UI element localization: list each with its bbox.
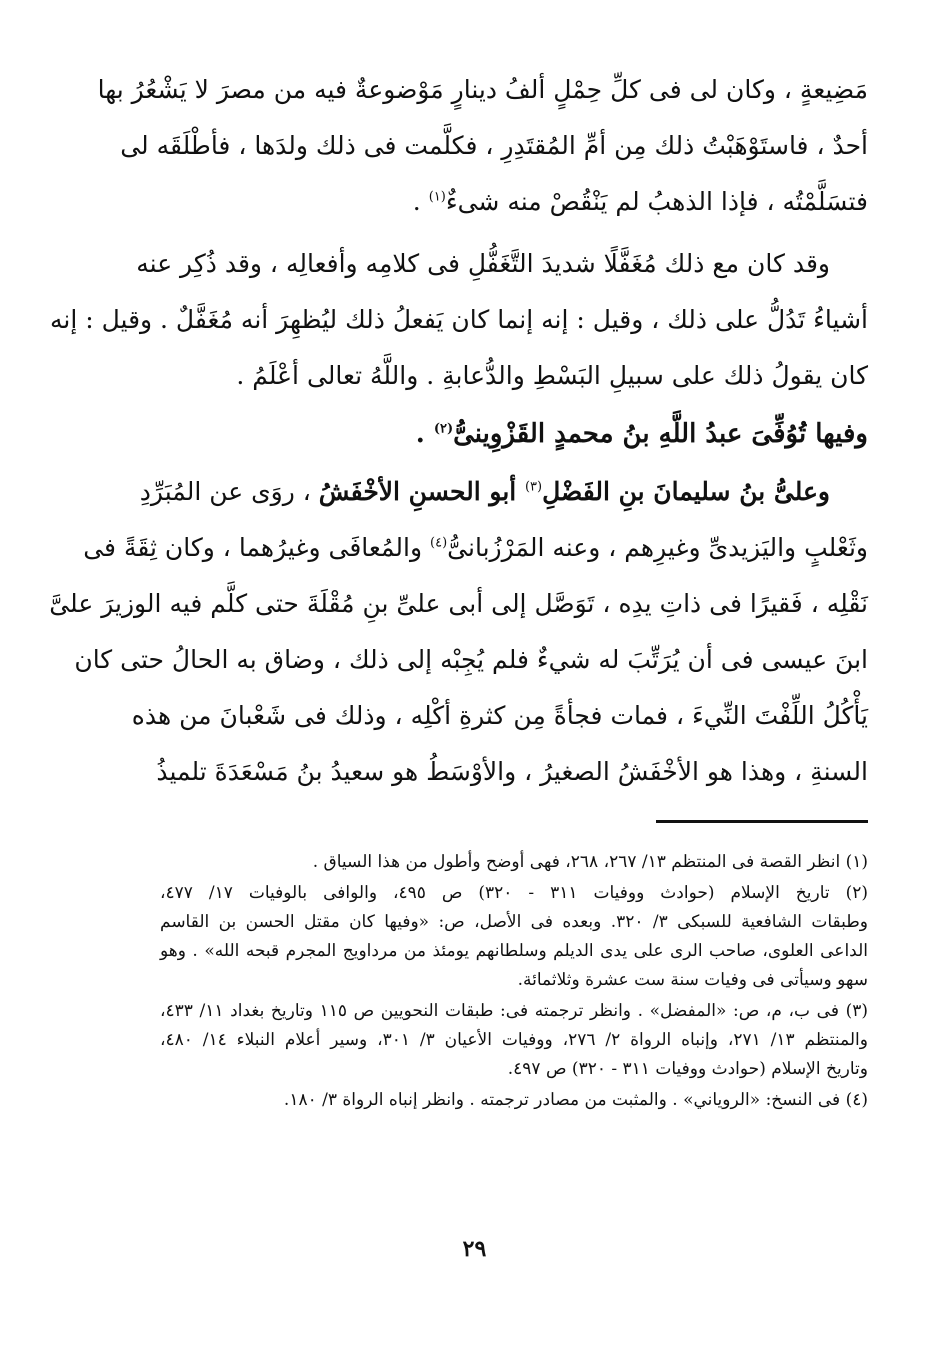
paragraph-3 xyxy=(49,464,868,800)
text-segment: . xyxy=(412,187,429,216)
text-line: أشياءُ تَدُلُّ على ذلك ، وقيل : إنه إنما كان يَفعلُ ذلك ليُظهِرَ أنه مُغَفَّلٌ . وقيل : إنه xyxy=(49,305,868,334)
text-segment: وثَعْلبٍ واليَزيدىِّ وغيرِهم ، وعنه المَرْزُبانىُّ xyxy=(447,533,868,562)
heading-text: وفيها تُوُفِّىَ عبدُ اللَّهِ بنُ محمدٍ القَزْوِينىُّ xyxy=(453,419,868,449)
text-line: يَأْكُلُ اللِّفْتَ النِّيءَ ، فمات فجأةً مِن كثرةِ أكْلِه ، وذلك فى شَعْبانَ من هذه xyxy=(131,701,868,730)
text-line: نَقْلِه ، فَقيرًا فى ذاتِ يدِه ، تَوَصَّل إلى أبى علىِّ بنِ مُقْلَةَ حتى كلَّم فيه الوزيرَ علىَّ xyxy=(49,589,868,618)
footnote-line: وطبقات الشافعية للسبكى ٣/ ٣٢٠. وبعده فى الأصل، ص: «وفيها كان مقتل الحسن بن القاسم xyxy=(160,912,868,932)
footnote-4 xyxy=(160,1086,868,1115)
text-line xyxy=(139,464,868,520)
footnote-divider xyxy=(656,820,868,823)
text-line: السنةِ ، وهذا هو الأخْفَشُ الصغيرُ ، والأوْسَطُ هو سعيدُ بنُ مَسْعَدَةَ تلميذُ xyxy=(156,757,868,786)
person-name: وعلىُّ بنُ سليمانَ بنِ الفَضْلِ xyxy=(542,477,830,506)
footnote-line: سهو وسيأتى فى وفيات سنة ست عشرة وثلاثمائة. xyxy=(517,970,868,990)
paragraph-2 xyxy=(49,236,868,404)
footnote-line: (٣) فى ب، م، ص: «المفضل» . وانظر ترجمته فى: طبقات النحويين ص ١١٥ وتاريخ بغداد ١١/ ٤٣٣، xyxy=(160,1001,868,1021)
footnote-1 xyxy=(160,848,868,877)
heading-end: . xyxy=(415,419,434,449)
footnotes xyxy=(160,848,868,1117)
text-line: مَضِيعةٍ ، وكان لى فى كلِّ حِمْلٍ ألفُ دينارٍ مَوْضوعةٌ فيه من مصرَ لا يَشْعُرُ بها xyxy=(97,75,868,104)
footnote-line: الداعى العلوى، صاحب الرى على يدى الديلم وسلطانهم يومئذ من مرداويج المجرم قبحه الله» . وهو xyxy=(160,941,868,961)
footnote-2 xyxy=(160,879,868,995)
text-line: كان يقولُ ذلك على سبيلِ البَسْطِ والدُّعابةِ . واللَّهُ تعالى أعْلَمُ . xyxy=(236,361,868,390)
footnote-line: (٢) تاريخ الإسلام (حوادث ووفيات ٣١١ - ٣٢٠) ص ٤٩٥، والوافى بالوفيات ١٧/ ٤٧٧، xyxy=(160,883,868,903)
kunya-name: أبو الحسنِ الأخْفَشُ xyxy=(318,477,525,506)
page-number: ٢٩ xyxy=(462,1236,487,1262)
text-line: وقد كان مع ذلك مُغَفَّلًا شديدَ التَّغَفُّلِ فى كلامِه وأفعالِه ، وقد ذُكِر عنه xyxy=(136,249,830,278)
text-segment: والمُعافَى وغيرُهما ، وكان ثِقَةً فى xyxy=(83,533,431,562)
footnote-ref-3[interactable]: (٣) xyxy=(524,479,543,495)
text-segment: ، روَى عن المُبَرِّدِ xyxy=(139,477,311,506)
section-heading xyxy=(160,404,868,464)
text-line xyxy=(83,520,868,576)
footnote-line: (٤) فى النسخ: «الروياني» . والمثبت من مصادر ترجمته . وانظر إنباه الرواة ٣/ ١٨٠. xyxy=(283,1090,868,1110)
text-line xyxy=(160,174,868,230)
footnote-3 xyxy=(160,997,868,1084)
text-line: ابنَ عيسى فى أن يُرَتِّبَ له شيءٌ فلم يُجِبْه إلى ذلك ، وضاق به الحالُ حتى كان xyxy=(74,645,868,674)
footnote-ref-2[interactable]: (٢) xyxy=(433,421,454,437)
footnote-line: والمنتظم ١٣/ ٢٧١، وإنباه الرواة ٢/ ٢٧٦، ووفيات الأعيان ٣/ ٣٠١، وسير أعلام النبلاء ١٤/ ٤٨٠، xyxy=(160,1030,868,1050)
text-line: أحدٌ ، فاستَوْهَبْتُ ذلك مِن أمِّ المُقتَدِرِ ، فكلَّمت فى ذلك ولدَها ، فأطْلَقَه لى xyxy=(120,131,868,160)
paragraph-1 xyxy=(97,62,868,230)
footnote-ref-4[interactable]: (٤) xyxy=(430,535,448,551)
footnote-ref-1[interactable]: (١) xyxy=(428,189,446,205)
text-segment: فتسَلَّمْتُه ، فإذا الذهبُ لم يَنْقُصْ منه شىءٌ xyxy=(445,187,868,216)
main-text xyxy=(49,62,868,800)
footnote-line: وتاريخ الإسلام (حوادث ووفيات ٣١١ - ٣٢٠) ص ٤٩٧. xyxy=(507,1059,868,1079)
footnote-line: (١) انظر القصة فى المنتظم ١٣/ ٢٦٧، ٢٦٨، فهى أوضح وأطول من هذا السياق . xyxy=(312,852,868,872)
